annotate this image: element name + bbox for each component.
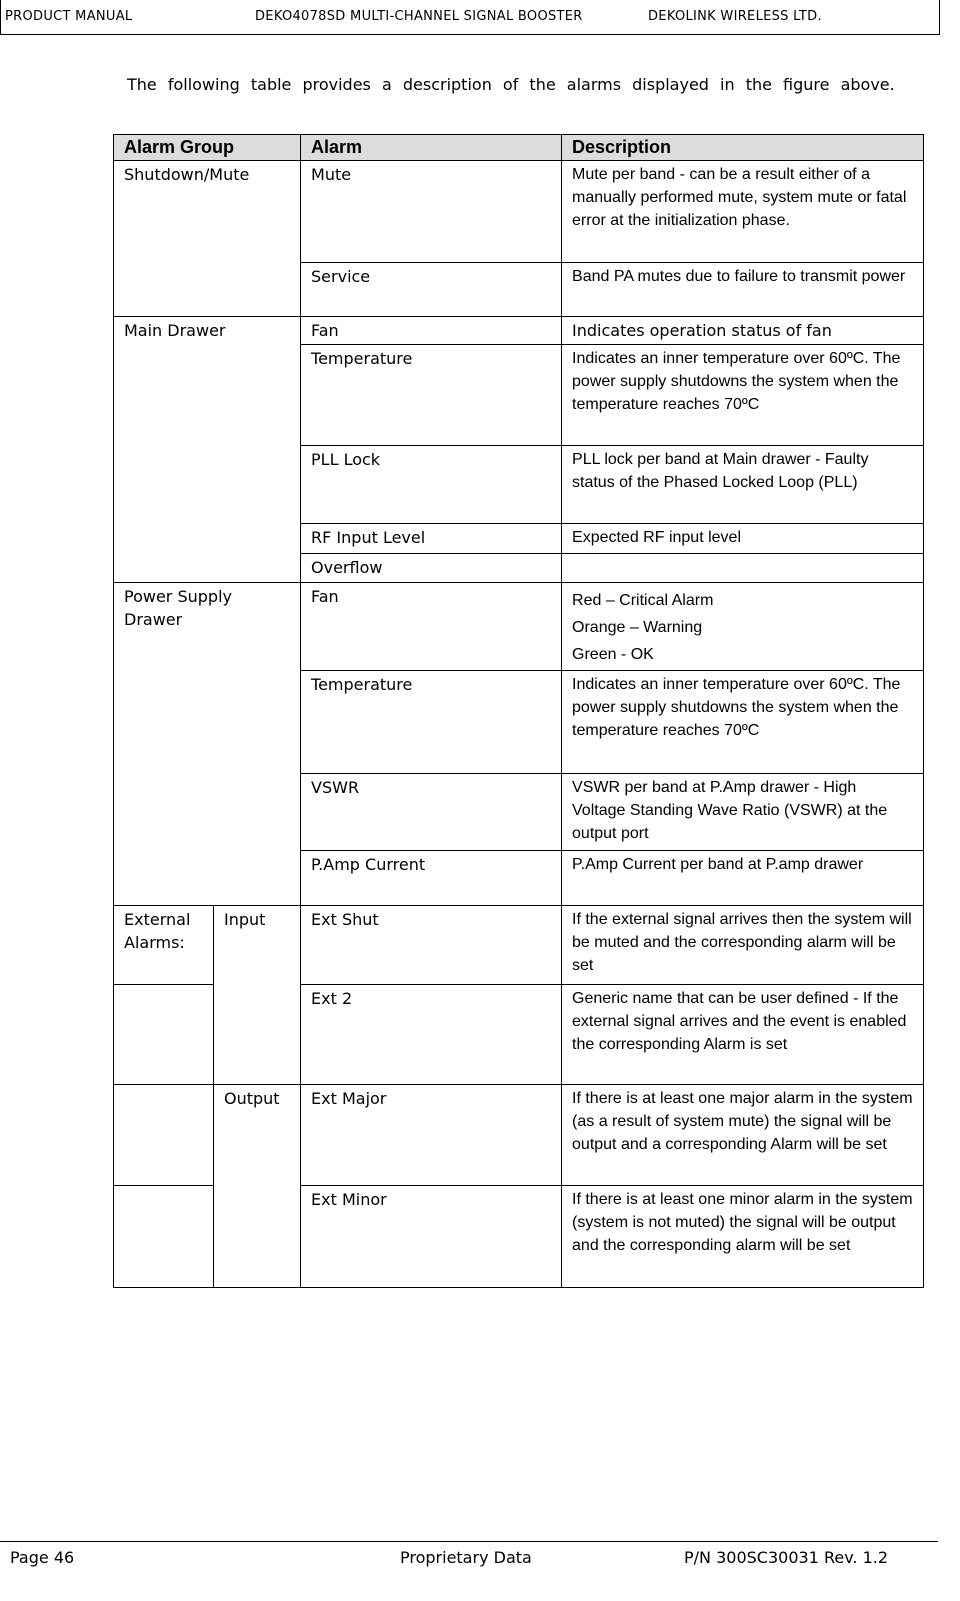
alarm-cell: Service [301,263,562,317]
alarm-cell: Ext Minor [301,1186,562,1288]
description-cell: Band PA mutes due to failure to transmit power [562,263,924,317]
description-cell: Indicates an inner temperature over 60ºC. The power supply shutdowns the system when the temperature reaches 70ºC [562,671,924,774]
alarm-cell: Ext Shut [301,906,562,985]
alarm-table [113,134,924,1288]
column-header-alarm: Alarm [301,135,562,161]
table-row [114,317,924,345]
description-cell: If the external signal arrives then the system will be muted and the corresponding alarm will be set [562,906,924,985]
description-cell [562,554,924,583]
group-cell: Main Drawer [114,317,301,583]
table-row [114,1085,924,1186]
header-center: DEKO4078SD MULTI-CHANNEL SIGNAL BOOSTER [255,9,583,24]
footer-center: Proprietary Data [400,1548,532,1567]
alarm-cell: Temperature [301,345,562,446]
subgroup-cell: Output [214,1085,301,1288]
header-right: DEKOLINK WIRELESS LTD. [648,9,822,24]
group-cell: Shutdown/Mute [114,161,301,317]
alarm-cell: VSWR [301,774,562,851]
description-cell: Indicates an inner temperature over 60ºC. The power supply shutdowns the system when the temperature reaches 70ºC [562,345,924,446]
status-ok: Green - OK [572,646,654,663]
alarm-cell: P.Amp Current [301,851,562,906]
group-cell: External Alarms: [114,906,214,985]
page-footer [0,1541,938,1567]
alarm-cell: Fan [301,317,562,345]
table-header-row [114,135,924,161]
empty-group-cell [114,985,214,1085]
column-header-alarm-group: Alarm Group [114,135,301,161]
subgroup-cell: Input [214,906,301,1085]
alarm-cell: Overflow [301,554,562,583]
alarm-cell: PLL Lock [301,446,562,524]
status-warning: Orange – Warning [572,619,703,636]
group-cell: Power Supply Drawer [114,583,301,906]
description-cell: Indicates operation status of fan [562,317,924,345]
description-cell: Generic name that can be user defined - If the external signal arrives and the event is enabled the corresponding Alarm is set [562,985,924,1085]
alarm-cell: Fan [301,583,562,671]
alarm-cell: Temperature [301,671,562,774]
description-cell: If there is at least one minor alarm in the system (system is not muted) the signal will be output and the corresponding alarm will be set [562,1186,924,1288]
status-critical: Red – Critical Alarm [572,592,714,609]
alarm-cell: Ext 2 [301,985,562,1085]
table-row [114,161,924,263]
empty-group-cell [114,1186,214,1288]
description-cell: VSWR per band at P.Amp drawer - High Voltage Standing Wave Ratio (VSWR) at the output port [562,774,924,851]
description-cell: Expected RF input level [562,524,924,554]
intro-paragraph: The following table provides a description of the alarms displayed in the figure above. [127,75,895,94]
description-cell: Mute per band - can be a result either of a manually performed mute, system mute or fatal error at the initialization phase. [562,161,924,263]
header-left: PRODUCT MANUAL [5,9,133,24]
table-row [114,906,924,985]
footer-part-number: P/N 300SC30031 Rev. 1.2 [684,1548,889,1567]
description-cell: P.Amp Current per band at P.amp drawer [562,851,924,906]
table-row [114,583,924,671]
alarm-cell: Mute [301,161,562,263]
alarm-cell: RF Input Level [301,524,562,554]
description-cell [562,583,924,671]
alarm-cell: Ext Major [301,1085,562,1186]
description-cell: If there is at least one major alarm in the system (as a result of system mute) the signal will be output and a corresponding Alarm will be set [562,1085,924,1186]
column-header-description: Description [562,135,924,161]
description-cell: PLL lock per band at Main drawer - Faulty status of the Phased Locked Loop (PLL) [562,446,924,524]
footer-page-number: Page 46 [10,1548,75,1567]
empty-group-cell [114,1085,214,1186]
page-header [0,0,940,35]
